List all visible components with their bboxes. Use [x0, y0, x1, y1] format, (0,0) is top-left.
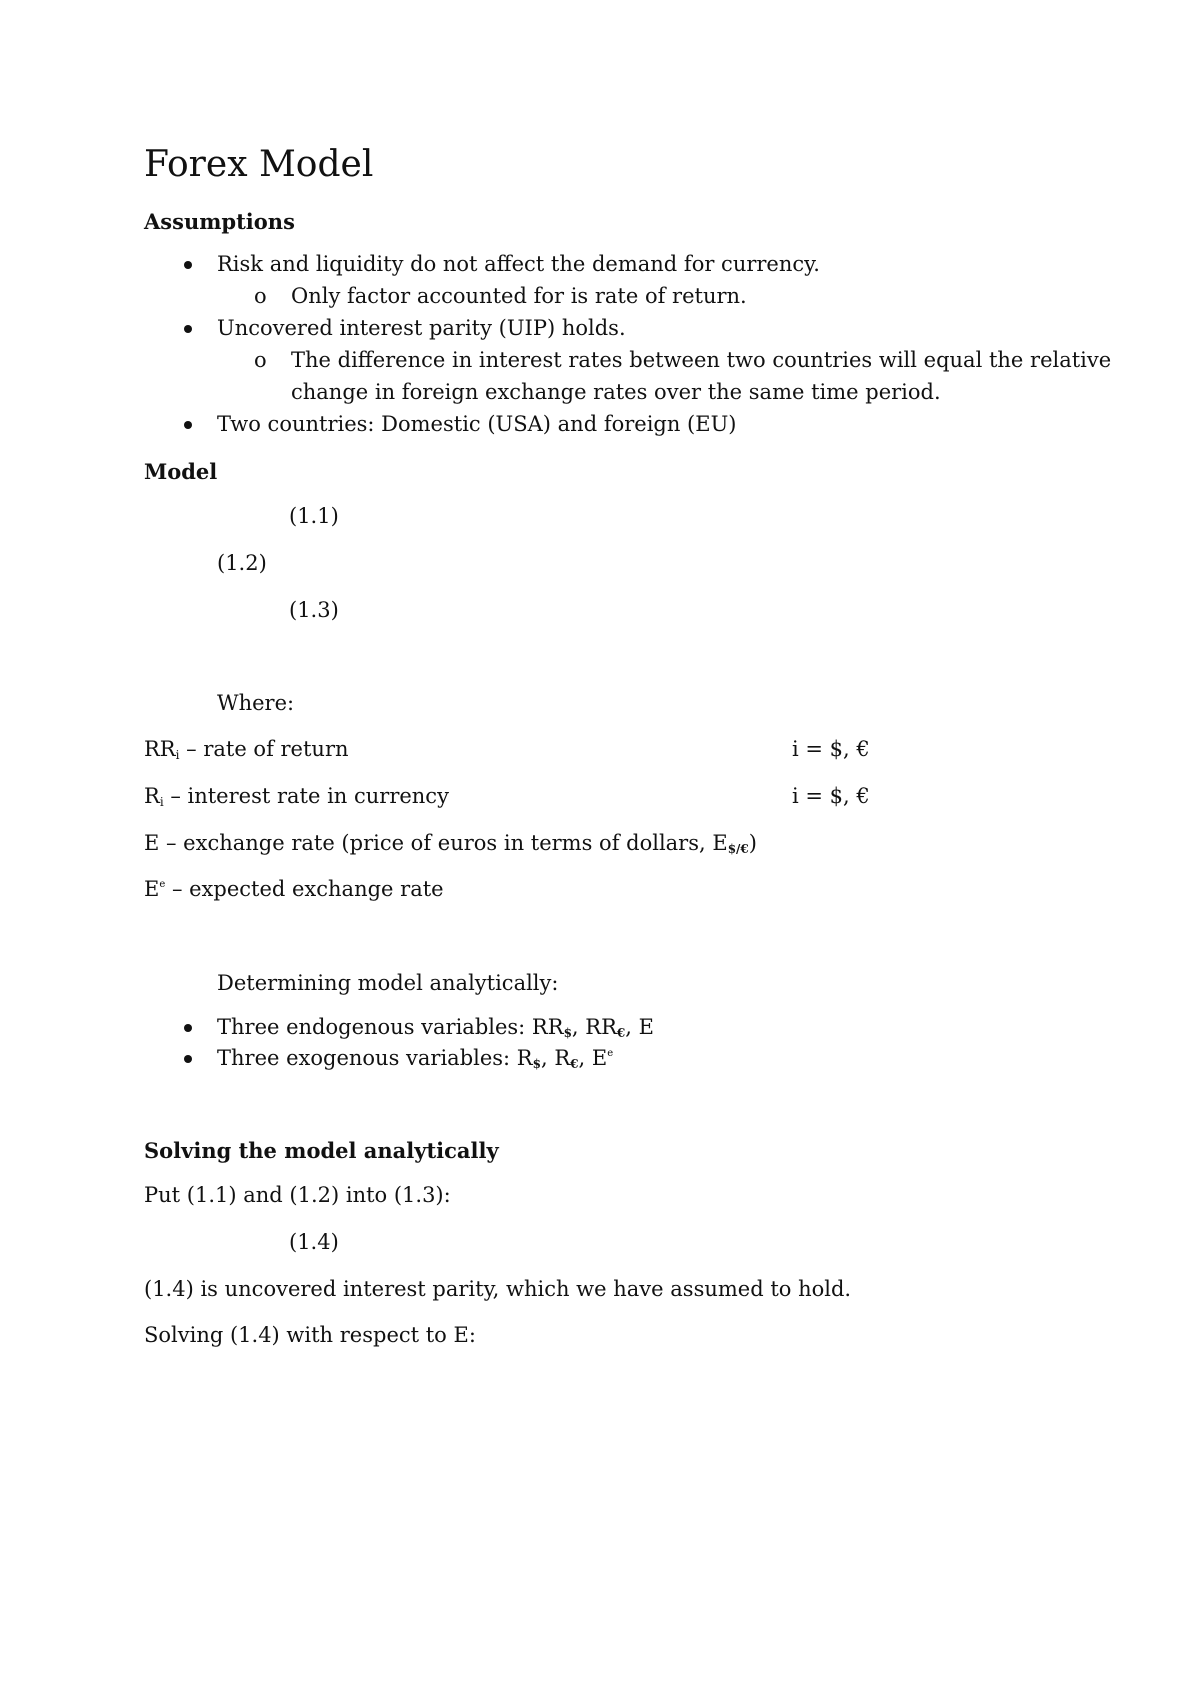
bullet-marker [184, 261, 192, 269]
assumption-item: Two countries: Domestic (USA) and foreign (EU) [217, 412, 737, 436]
assumption-subitem-line1: The difference in interest rates between two countries will equal the relative [291, 348, 1112, 372]
put-equations-text: Put (1.1) and (1.2) into (1.3): [144, 1183, 451, 1207]
uip-statement: (1.4) is uncovered interest parity, which we have assumed to hold. [144, 1277, 852, 1301]
sub-bullet-marker: o [254, 348, 267, 372]
solving-heading: Solving the model analytically [144, 1138, 499, 1163]
definition-expected-exchange-rate: $E^e$ – expected exchange rate [144, 877, 444, 901]
index-range: i = $, € [792, 784, 870, 808]
bullet-marker [184, 1024, 192, 1032]
bullet-marker [184, 1055, 192, 1063]
assumption-item: Risk and liquidity do not affect the demand for currency. [217, 252, 820, 276]
bullet-marker [184, 421, 192, 429]
sub-bullet-marker: o [254, 284, 267, 308]
equation-number-1-1: (1.1) [289, 504, 339, 528]
document-title: Forex Model [144, 144, 374, 185]
definition-exchange-rate: E – exchange rate (price of euros in terms of dollars, $E_{\$/€}$) [144, 831, 757, 856]
equation-number-1-3: (1.3) [289, 598, 339, 622]
solve-for-e-text: Solving (1.4) with respect to E: [144, 1323, 476, 1347]
assumption-subitem: Only factor accounted for is rate of return. [291, 284, 747, 308]
assumptions-heading: Assumptions [144, 209, 295, 234]
definition-rate-of-return: $RR_i$ – rate of return [144, 737, 349, 762]
assumption-subitem-line2: change in foreign exchange rates over the same time period. [291, 380, 941, 404]
bullet-marker [184, 325, 192, 333]
equation-number-1-4: (1.4) [289, 1230, 339, 1254]
index-range: i = $, € [792, 737, 870, 761]
determining-label: Determining model analytically: [217, 971, 559, 995]
exogenous-variables: Three exogenous variables: $R_{\$}$, $R_€$, $E^e$ [217, 1046, 614, 1071]
equation-number-1-2: (1.2) [217, 551, 267, 575]
where-label: Where: [217, 691, 295, 715]
definition-interest-rate: $R_i$ – interest rate in currency [144, 784, 449, 809]
assumption-item: Uncovered interest parity (UIP) holds. [217, 316, 626, 340]
model-heading: Model [144, 459, 218, 484]
endogenous-variables: Three endogenous variables: $RR_{\$}$, $RR_€$, E [217, 1015, 654, 1040]
